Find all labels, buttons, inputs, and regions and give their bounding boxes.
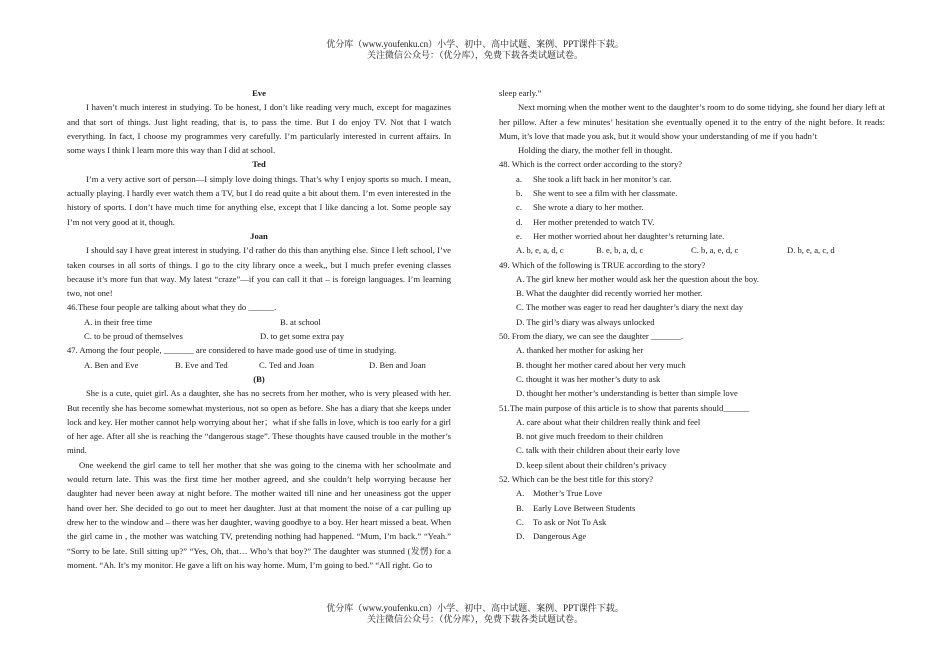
header-line-1: 优分库（www.youfenku.cn）小学、初中、高中试题、案例、PPT课件下载。 — [326, 39, 624, 49]
question-52-stem: 52. Which can be the best title for this story? — [499, 474, 654, 485]
question-46-option-b: B. at school — [280, 316, 321, 327]
question-47-option-b: B. Eve and Ted — [175, 359, 228, 370]
question-50-option-c: C. thought it was her mother’s duty to ask — [516, 373, 661, 384]
question-48-stem: 48. Which is the correct order according to the story? — [499, 159, 683, 170]
question-50-option-a: A. thanked her mother for asking her — [516, 345, 644, 356]
question-48-option-a: A. b, e, a, d, c — [516, 245, 564, 256]
question-48-option-c: C. b, a, e, d, c — [691, 245, 739, 256]
item-letter: a. — [516, 173, 522, 184]
item-letter: e. — [516, 230, 522, 241]
question-47-option-d: D. Ben and Joan — [369, 359, 426, 370]
question-51-option-a: A. care about what their children really think and feel — [516, 416, 701, 427]
question-49-option-c: C. The mother was eager to read her daughter’s diary the next day — [516, 302, 744, 313]
footer-line-2: 关注微信公众号：（优分库），免费下载各类试题试卷。 — [366, 614, 583, 624]
paragraph-diary: Next morning when the mother went to the daughter’s room to do some tidying, she found her diary left at her pillow. After a few minutes’ hesitation she eventually opened it to the entry of the night before. It reads: Mum, it’s love that made you ask, but it would show your understanding of me if you hadn’t — [499, 102, 885, 141]
question-48-item-e — [499, 229, 885, 243]
item-text: She went to see a film with her classmate. — [533, 188, 678, 199]
question-46-option-d: D. to get some extra pay — [260, 331, 345, 342]
option-letter: B. — [516, 502, 524, 513]
question-47-options — [67, 358, 451, 372]
question-49-option-a: A. The girl knew her mother would ask her the question about the boy. — [516, 273, 759, 284]
option-text: Mother’s True Love — [533, 488, 603, 499]
question-46-options-row-2 — [67, 329, 451, 343]
question-48-option-d: D. b, e, a, c, d — [787, 245, 835, 256]
left-column — [67, 86, 451, 572]
item-text: Her mother pretended to watch TV. — [533, 216, 655, 227]
option-letter: C. — [516, 516, 524, 527]
item-text: Her mother worried about her daughter’s returning late. — [533, 230, 725, 241]
page-header — [0, 39, 950, 61]
paragraph-ted: I’m a very active sort of person—I simply love doing things. That’s why I enjoy sports so much. I mean, actually playing. I hardly ever watch them a TV, but I do read quite a bit about them. I’m even interested in the history of sports. I don’t have much time for anything else, except that I like dancing a lot. Some people say I’m not very good at it, though. — [67, 173, 451, 227]
question-50-option-b: B. thought her mother cared about her very much — [516, 359, 686, 370]
option-letter: D. — [516, 531, 525, 542]
question-49-stem: 49. Which of the following is TRUE according to the story? — [499, 259, 706, 270]
paragraph-b-1: She is a cute, quiet girl. As a daughter, she has no secrets from her mother, who is very pleased with her. But recently she has become somewhat mysterious, not so open as before. She has a diary that she keeps under lock and key. Her mother cannot help worrying about her；what if she falls in love, which is too early for a girl of her age. After all she is reaching the “dangerous stage”. These thoughts have caused trouble in the mother’s mind. — [67, 388, 451, 456]
question-52-option-a — [499, 486, 885, 500]
question-51-stem: 51.The main purpose of this article is to show that parents should______ — [499, 402, 750, 413]
section-title-ted: Ted — [252, 159, 266, 170]
item-letter: b. — [516, 188, 523, 199]
section-title-eve: Eve — [252, 88, 266, 98]
question-46-option-a: A. in their free time — [84, 316, 153, 327]
item-letter: d. — [516, 216, 523, 227]
question-52-option-c — [499, 515, 885, 529]
question-51-option-d: D. keep silent about their children’s privacy — [516, 459, 667, 470]
question-51-option-c: C. talk with their children about their early love — [516, 445, 680, 456]
question-48-option-b: B. e, b, a, d, c — [596, 245, 644, 256]
paragraph-continuation: sleep early.” — [499, 88, 542, 98]
question-46-options-row-1 — [67, 315, 451, 329]
question-48-item-a — [499, 172, 885, 186]
option-text: To ask or Not To Ask — [533, 516, 607, 527]
question-48-options — [499, 243, 885, 257]
question-47-option-a: A. Ben and Eve — [84, 359, 139, 370]
option-letter: A. — [516, 488, 525, 499]
question-48-item-d — [499, 215, 885, 229]
question-52-option-d — [499, 529, 885, 543]
question-49-option-d: D. The girl’s diary was always unlocked — [516, 316, 655, 327]
paragraph-joan: I should say I have great interest in studying. I’d rather do this than anything else. Since I left school, I’ve taken courses in all sorts of things. I go to the city library once a week,, but I much prefer evening classes because it’s more fun that way. My latest “craze”—if you can call it that – is foreign languages. I’m learning two, not one! — [67, 245, 451, 299]
section-title-b: (B) — [253, 373, 265, 384]
section-title-joan: Joan — [250, 230, 268, 241]
question-48-item-b — [499, 186, 885, 200]
option-text: Early Love Between Students — [533, 502, 636, 513]
question-50-stem: 50. From the diary, we can see the daughter _______. — [499, 331, 684, 342]
option-text: Dangerous Age — [533, 531, 587, 542]
paragraph-holding-diary: Holding the diary, the mother fell in thought. — [518, 145, 673, 156]
item-text: She wrote a diary to her mother. — [533, 202, 644, 213]
paragraph-eve: I haven’t much interest in studying. To be honest, I don’t like reading very much, except for magazines and that sort of things. Just light reading, that is, to pass the time. But I do enjoy TV. Not that I watch everything. In fact, I choose my programmes very carefully. I’m particularly interested in current affairs. In some ways I think I learn more this way than I did at school. — [67, 102, 451, 156]
question-46-stem: 46.These four people are talking about what they do ______. — [67, 302, 277, 313]
item-text: She took a lift back in her monitor’s car. — [533, 173, 672, 184]
question-51-option-b: B. not give much freedom to their children — [516, 431, 664, 442]
question-48-item-c — [499, 200, 885, 214]
paragraph-b-2: One weekend the girl came to tell her mother that she was going to the cinema with her schoolmate and would return late. This was the first time her mother agreed, and she couldn’t help worrying because her daughter had never been away at night before. The mother waited till nine and her uneasiness got the upper hand over her. She decided to go out to meet her daughter. Just at that moment the noise of a car pulling up drew her to the window and – there was her daughter, waving goodbye to a boy. Her heart missed a beat. When the girl came in , the mother was watching TV, pretending nothing had happened. “Mum, I’m back.” “Yeah.” “Sorry to be late. Still sitting up?” “Yes, Oh, that… Who’s that boy?” The daughter was stunned (发愣) for a moment. “Ah. It’s my monitor. He gave a lift on his way home. Mum, I’m going to bed.” “All right. Go to — [67, 459, 451, 570]
question-47-option-c: C. Ted and Joan — [259, 359, 315, 370]
question-47-stem: 47. Among the four people, _______ are considered to have made good use of time in studying. — [67, 345, 397, 356]
question-50-option-d: D. thought her mother’s understanding is better than simple love — [516, 388, 738, 399]
right-column — [499, 86, 885, 544]
question-49-option-b: B. What the daughter did recently worried her mother. — [516, 288, 703, 299]
page-footer — [0, 603, 950, 625]
item-letter: c. — [516, 202, 522, 213]
question-52-option-b — [499, 501, 885, 515]
header-line-2: 关注微信公众号：（优分库），免费下载各类试题试卷。 — [366, 50, 583, 60]
question-46-option-c: C. to be proud of themselves — [84, 331, 183, 342]
footer-line-1: 优分库（www.youfenku.cn）小学、初中、高中试题、案例、PPT课件下载。 — [326, 603, 624, 613]
